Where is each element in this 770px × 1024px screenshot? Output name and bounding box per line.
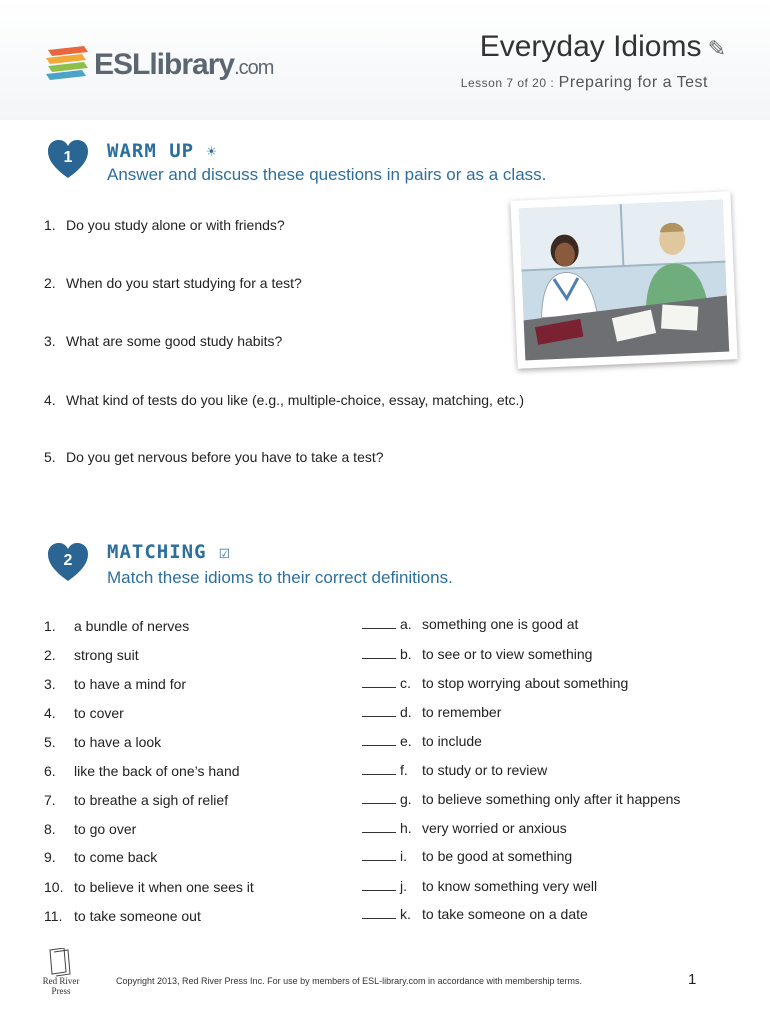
definition-item: j. to know something very well: [362, 878, 597, 894]
lesson-topic: Preparing for a Test: [558, 74, 708, 91]
warmup-question: 5. Do you get nervous before you have to take a test?: [44, 449, 384, 465]
answer-blank[interactable]: [362, 791, 396, 804]
answer-blank[interactable]: [362, 906, 396, 919]
idiom-item: 2. strong suit: [44, 647, 139, 663]
idiom-item: 4. to cover: [44, 705, 124, 721]
answer-blank[interactable]: [362, 616, 396, 629]
definition-item: i. to be good at something: [362, 848, 572, 864]
idiom-item: 11. to take someone out: [44, 908, 201, 924]
lesson-label: Lesson 7 of 20 :: [460, 76, 555, 90]
logo-text: ESLlibrary.com: [94, 48, 274, 81]
idiom-item: 3. to have a mind for: [44, 676, 187, 692]
red-river-press-logo: [34, 948, 88, 998]
page-title: Everyday Idioms ✎: [479, 30, 726, 63]
answer-blank[interactable]: [362, 675, 396, 688]
book-stack-icon: [44, 44, 92, 88]
copyright-text: Copyright 2013, Red River Press Inc. For use by members of ESL-library.com in accordance with membership terms.: [116, 976, 583, 986]
definition-item: a. something one is good at: [362, 616, 578, 632]
definition-item: k. to take someone on a date: [362, 906, 588, 922]
definition-item: e. to include: [362, 733, 482, 749]
section-2-number: 2: [63, 552, 73, 569]
idiom-item: 1. a bundle of nerves: [44, 618, 190, 634]
answer-blank[interactable]: [362, 848, 396, 861]
definition-item: d. to remember: [362, 704, 501, 720]
checkbox-icon: ☑: [218, 542, 231, 563]
idiom-item: 5. to have a look: [44, 734, 162, 750]
answer-blank[interactable]: [362, 704, 396, 717]
answer-blank[interactable]: [362, 878, 396, 891]
section-1-number: 1: [63, 149, 73, 166]
lesson-subtitle: [400, 74, 708, 92]
idiom-item: 9. to come back: [44, 849, 158, 865]
idiom-item: 8. to go over: [44, 821, 137, 837]
definition-item: h. very worried or anxious: [362, 820, 567, 836]
esl-library-logo: [44, 44, 284, 88]
publisher-name: Red River Press: [42, 976, 80, 996]
answer-blank[interactable]: [362, 762, 396, 775]
answer-blank[interactable]: [362, 733, 396, 746]
answer-blank[interactable]: [362, 820, 396, 833]
warmup-title: WARM UP ☀: [107, 140, 218, 162]
answer-blank[interactable]: [362, 646, 396, 659]
warmup-question: 4. What kind of tests do you like (e.g., multiple-choice, essay, matching, etc.): [44, 392, 525, 408]
page-number: 1: [688, 971, 697, 988]
warmup-question: 3. What are some good study habits?: [44, 333, 283, 349]
matching-instruction: Match these idioms to their correct definitions.: [107, 568, 453, 587]
students-studying-illustration: [510, 191, 737, 368]
warmup-question: 1. Do you study alone or with friends?: [44, 217, 285, 233]
pencil-icon: ✎: [701, 36, 726, 61]
idiom-item: 6. like the back of one’s hand: [44, 763, 240, 779]
definition-item: f. to study or to review: [362, 762, 547, 778]
idiom-item: 10. to believe it when one sees it: [44, 879, 254, 895]
matching-title: MATCHING ☑: [107, 541, 231, 563]
warmup-question: 2. When do you start studying for a test?: [44, 275, 302, 291]
definition-item: c. to stop worrying about something: [362, 675, 628, 691]
idiom-item: 7. to breathe a sigh of relief: [44, 792, 229, 808]
sun-icon: ☀: [206, 142, 218, 161]
definition-item: g. to believe something only after it happens: [362, 791, 680, 807]
warmup-instruction: Answer and discuss these questions in pairs or as a class.: [107, 165, 547, 184]
definition-item: b. to see or to view something: [362, 646, 592, 662]
